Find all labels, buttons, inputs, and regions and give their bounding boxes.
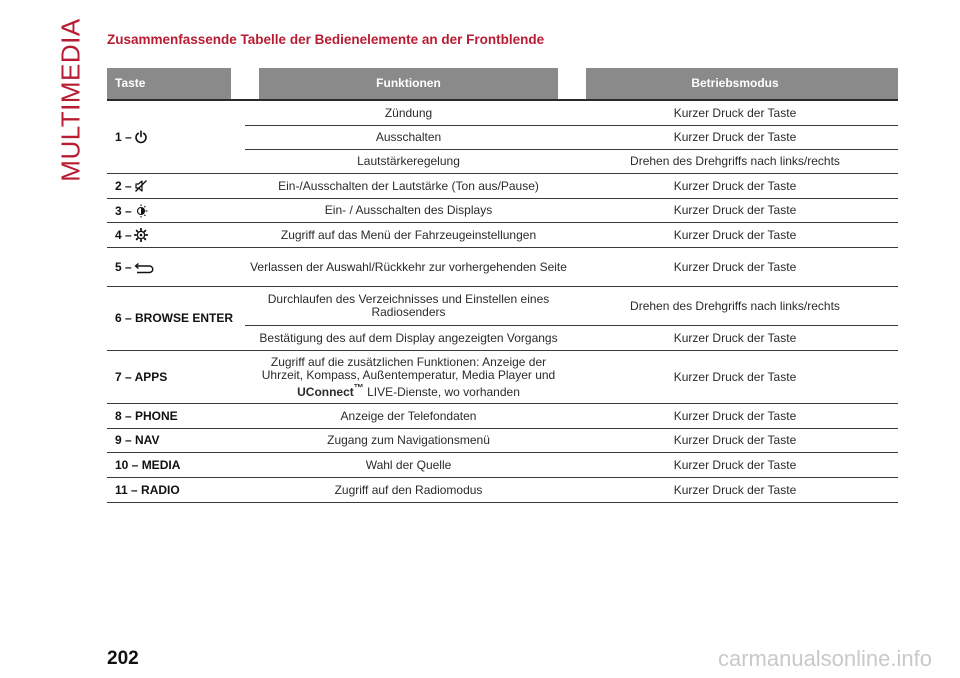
key-label: 6 – BROWSE ENTER [115,311,234,325]
back-arrow-icon [134,262,154,274]
mode-cell: Kurzer Druck der Taste [572,429,898,453]
settings-icon [134,228,148,242]
mode-cell: Kurzer Druck der Taste [572,126,898,150]
key-cell [107,174,245,199]
table-row [107,248,898,287]
key-cell [107,287,245,351]
table-row [107,101,898,126]
table-row [107,287,898,326]
function-cell: Zündung [245,101,572,126]
function-cell: Zugriff auf das Menü der Fahrzeugeinstellungen [245,223,572,248]
key-label: 8 – PHONE [115,408,178,423]
key-label: 9 – NAV [115,433,160,447]
key-label: 10 – MEDIA [115,457,181,472]
key-cell [107,404,245,429]
function-cell [245,351,572,404]
mode-cell: Kurzer Druck der Taste [572,223,898,248]
mode-cell: Kurzer Druck der Taste [572,453,898,478]
mode-cell: Kurzer Druck der Taste [572,326,898,351]
mode-cell: Kurzer Druck der Taste [572,248,898,287]
controls-table [107,68,898,503]
mode-cell: Drehen des Drehgriffs nach links/rechts [572,150,898,174]
function-cell: Ausschalten [245,126,572,150]
function-text-tail: LIVE-Dienste, wo vorhanden [363,384,520,399]
column-header-funktionen: Funktionen [245,68,572,101]
key-label: 11 – RADIO [115,482,180,497]
trademark-mark: ™ [353,382,364,394]
key-label: 3 – [115,203,132,218]
mute-icon [134,179,148,193]
mode-cell: Kurzer Druck der Taste [572,351,898,404]
mode-cell: Kurzer Druck der Taste [572,404,898,429]
table-row [107,478,898,503]
key-label: 1 – [115,130,132,144]
key-cell [107,199,245,223]
table-row [107,351,898,404]
function-cell: Bestätigung des auf dem Display angezeigten Vorgangs [245,326,572,351]
table-row [107,453,898,478]
watermark: carmanualsonline.info [717,646,932,671]
column-header-taste: Taste [107,68,245,101]
mode-cell: Kurzer Druck der Taste [572,101,898,126]
key-cell [107,429,245,453]
table-row [107,223,898,248]
function-cell: Zugang zum Navigationsmenü [245,429,572,453]
key-cell [107,223,245,248]
key-cell [107,351,245,404]
power-icon [134,130,148,144]
table-row [107,199,898,223]
key-cell [107,453,245,478]
function-cell: Verlassen der Auswahl/Rückkehr zur vorhergehenden Seite [245,248,572,287]
brand-name: UConnect [297,384,354,399]
display-brightness-icon [134,204,148,218]
key-cell [107,478,245,503]
table-row [107,429,898,453]
key-label: 5 – [115,259,132,274]
function-cell: Zugriff auf den Radiomodus [245,478,572,503]
mode-cell: Kurzer Druck der Taste [572,478,898,503]
key-cell [107,248,245,287]
function-cell: Durchlaufen des Verzeichnisses und Einstellen eines Radiosenders [245,287,572,326]
key-label: 2 – [115,179,132,193]
key-cell [107,101,245,174]
mode-cell: Kurzer Druck der Taste [572,199,898,223]
section-label [54,18,88,182]
page-title: Zusammenfassende Tabelle der Bedienelemente an der Frontblende [107,32,545,47]
table-row [107,404,898,429]
mode-cell: Drehen des Drehgriffs nach links/rechts [572,287,898,326]
table-header-row [107,68,898,101]
function-cell: Ein- / Ausschalten des Displays [245,199,572,223]
mode-cell: Kurzer Druck der Taste [572,174,898,199]
function-cell: Wahl der Quelle [245,453,572,478]
function-cell: Ein-/Ausschalten der Lautstärke (Ton aus/Pause) [245,174,572,199]
key-label: 4 – [115,228,132,242]
table-row [107,174,898,199]
column-header-betriebsmodus: Betriebsmodus [572,68,898,101]
function-text: Zugriff auf die zusätzlichen Funktionen: Anzeige der Uhrzeit, Kompass, Außentemperatur, Media Player und [261,354,556,382]
key-label: 7 – APPS [115,369,168,384]
function-cell: Anzeige der Telefondaten [245,404,572,429]
page-number: 202 [107,648,139,669]
section-label-text: MULTIMEDIA [55,18,86,182]
function-cell: Lautstärkeregelung [245,150,572,174]
